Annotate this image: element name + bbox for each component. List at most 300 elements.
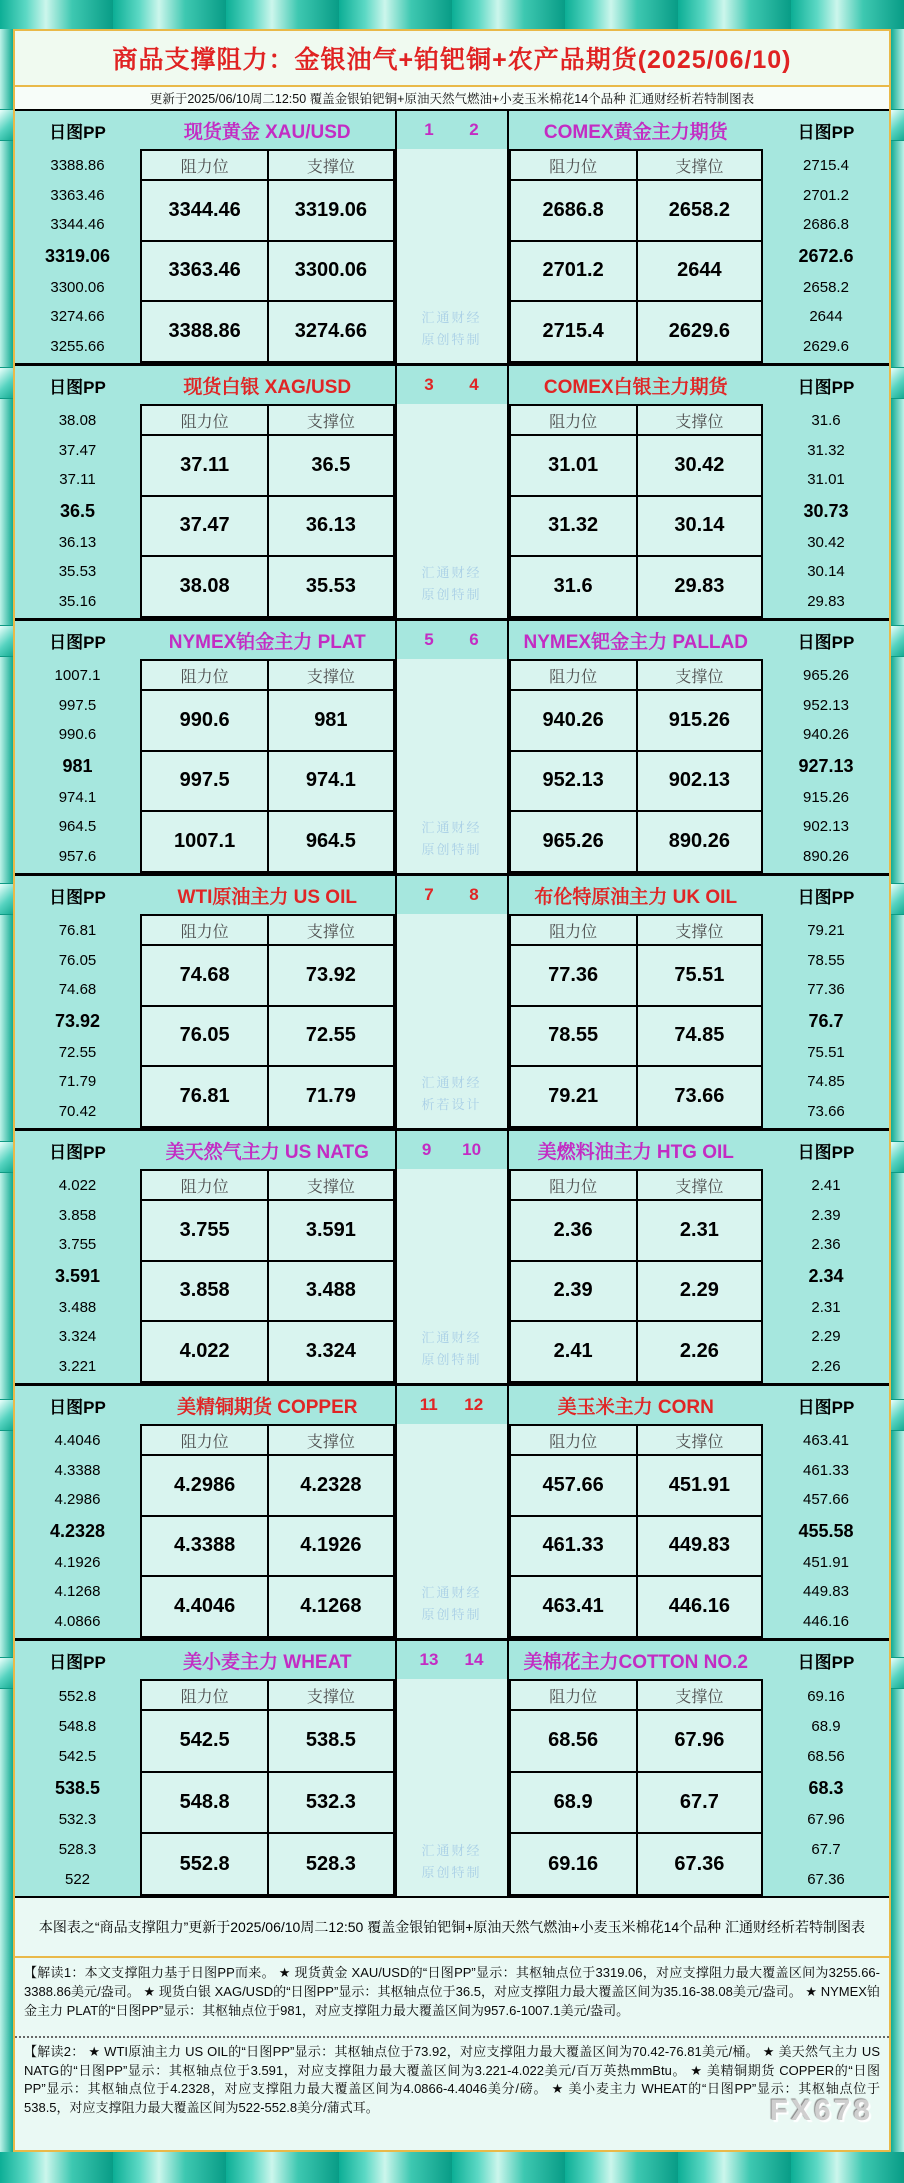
pp-value: 67.96 bbox=[807, 1810, 845, 1828]
sr-table-left bbox=[140, 149, 395, 363]
pp-value: 2.39 bbox=[811, 1206, 841, 1224]
resistance-value: 2701.2 bbox=[511, 240, 636, 301]
pp-column-right bbox=[763, 1131, 889, 1383]
pp-value: 2658.2 bbox=[803, 278, 849, 296]
pp-value: 30.14 bbox=[807, 563, 845, 581]
pp-value: 2686.8 bbox=[803, 216, 849, 234]
pp-values-right bbox=[763, 914, 889, 1128]
table-right bbox=[509, 621, 764, 873]
panel-index-left: 9 bbox=[421, 1140, 432, 1159]
panel-index-right: 10 bbox=[462, 1140, 482, 1159]
pp-value: 2.26 bbox=[811, 1357, 841, 1375]
table-left bbox=[140, 1386, 395, 1638]
panel-index-right: 12 bbox=[464, 1395, 484, 1414]
resistance-header: 阻力位 bbox=[549, 668, 598, 686]
decor-edge-button bbox=[891, 883, 904, 915]
interpretation-2: 【解读2： ★ WTI原油主力 US OIL的“日图PP”显示：其枢轴点位于73.92，对应支撑阻力最大覆盖区间为70.42-76.81美元/桶。 ★ 美天然气主力 US NATG的“日图PP”显示：其枢轴点位于3.591，对应支撑阻力最大覆盖区间为3.221-4.022美元/百万英热mmBtu。 ★ 美精铜期货 COPPER的“日图PP”显示：其枢轴点位于4.2328，对应支撑阻力最大覆盖区间为4.0866-4.4046美分/磅。 ★ 美小麦主力 WHEAT的“日图PP”显示：其枢轴点位于538.5，对应支撑阻力最大覆盖区间为522-552.8美分/蒲式耳。 bbox=[15, 2038, 889, 2150]
resistance-header: 阻力位 bbox=[180, 923, 229, 941]
pp-value: 3.858 bbox=[58, 1206, 97, 1224]
pp-value: 31.32 bbox=[807, 441, 845, 459]
pp-value: 902.13 bbox=[803, 818, 849, 836]
pp-value: 2701.2 bbox=[803, 186, 849, 204]
pp-value: 532.3 bbox=[58, 1810, 97, 1828]
index-column bbox=[395, 621, 509, 873]
site-watermark bbox=[397, 1327, 507, 1383]
resistance-value: 38.08 bbox=[142, 555, 267, 616]
support-value: 3.591 bbox=[267, 1199, 392, 1260]
pp-value: 68.56 bbox=[807, 1747, 845, 1765]
resistance-value: 4.3388 bbox=[142, 1515, 267, 1576]
sr-table-left bbox=[140, 1679, 395, 1896]
pp-header-left: 日图PP bbox=[49, 632, 106, 652]
sr-table-left bbox=[140, 659, 395, 873]
pp-pivot-value: 36.5 bbox=[59, 500, 96, 521]
pp-value: 4.0866 bbox=[54, 1612, 101, 1630]
pp-values-right bbox=[763, 1679, 889, 1896]
resistance-value: 31.32 bbox=[511, 495, 636, 556]
support-value: 30.14 bbox=[636, 495, 761, 556]
support-header: 支撑位 bbox=[636, 916, 761, 944]
table-left bbox=[140, 876, 395, 1128]
pp-value: 70.42 bbox=[58, 1102, 97, 1120]
fx678-watermark: FX678 bbox=[769, 2094, 873, 2127]
pp-value: 2644 bbox=[809, 308, 843, 326]
resistance-header: 阻力位 bbox=[180, 1688, 229, 1706]
commodity-title-right: NYMEX钯金主力 PALLAD bbox=[523, 631, 748, 653]
pp-value: 68.9 bbox=[811, 1717, 841, 1735]
pp-value: 74.68 bbox=[58, 981, 97, 999]
resistance-value: 997.5 bbox=[142, 750, 267, 811]
pp-value: 3300.06 bbox=[50, 278, 105, 296]
support-header: 支撑位 bbox=[267, 916, 392, 944]
pp-value: 3.755 bbox=[58, 1236, 97, 1254]
support-header: 支撑位 bbox=[636, 1426, 761, 1454]
pp-value: 461.33 bbox=[803, 1461, 849, 1479]
pp-pivot-value: 73.92 bbox=[54, 1010, 101, 1031]
support-value: 71.79 bbox=[267, 1065, 392, 1126]
panel-indices bbox=[397, 111, 507, 149]
pp-value: 974.1 bbox=[58, 788, 97, 806]
panel-index-right: 2 bbox=[469, 120, 479, 139]
support-value: 3274.66 bbox=[267, 300, 392, 361]
resistance-value: 3344.46 bbox=[142, 179, 267, 240]
index-column bbox=[395, 1131, 509, 1383]
pp-pivot-value: 538.5 bbox=[54, 1777, 101, 1798]
resistance-header: 阻力位 bbox=[180, 1433, 229, 1451]
support-value: 538.5 bbox=[267, 1709, 392, 1771]
support-value: 67.96 bbox=[636, 1709, 761, 1771]
pp-pivot-value: 455.58 bbox=[798, 1520, 854, 1541]
decor-edge-button bbox=[891, 1141, 904, 1173]
pp-value: 964.5 bbox=[58, 818, 97, 836]
site-watermark-line1: 汇通财经 bbox=[421, 1075, 482, 1090]
support-value: 532.3 bbox=[267, 1771, 392, 1833]
pp-value: 74.85 bbox=[807, 1073, 845, 1091]
pp-values-left bbox=[15, 914, 140, 1128]
support-header: 支撑位 bbox=[267, 406, 392, 434]
pp-header-left: 日图PP bbox=[49, 1652, 106, 1672]
pp-column-right bbox=[763, 1386, 889, 1638]
resistance-value: 3388.86 bbox=[142, 300, 267, 361]
site-watermark-line1: 汇通财经 bbox=[421, 1585, 482, 1600]
support-value: 29.83 bbox=[636, 555, 761, 616]
commodity-title-left: 现货黄金 XAU/USD bbox=[183, 121, 351, 143]
table-right bbox=[509, 1131, 764, 1383]
commodity-title-left: 美精铜期货 COPPER bbox=[176, 1396, 358, 1418]
pp-value: 77.36 bbox=[807, 981, 845, 999]
site-watermark-line2: 原创特制 bbox=[421, 1607, 482, 1622]
pp-value: 2.29 bbox=[811, 1328, 841, 1346]
resistance-value: 463.41 bbox=[511, 1575, 636, 1636]
commodity-title-right: 美棉花主力COTTON NO.2 bbox=[523, 1651, 748, 1673]
pp-header-right: 日图PP bbox=[797, 632, 855, 652]
resistance-value: 940.26 bbox=[511, 689, 636, 750]
sr-table-left bbox=[140, 914, 395, 1128]
commodity-title-left: WTI原油主力 US OIL bbox=[177, 886, 357, 908]
support-header: 支撑位 bbox=[636, 151, 761, 179]
index-column bbox=[395, 366, 509, 618]
pp-column-right bbox=[763, 876, 889, 1128]
pp-values-left bbox=[15, 1679, 140, 1896]
pp-value: 4.2986 bbox=[54, 1491, 101, 1509]
site-watermark-line2: 原创特制 bbox=[421, 1352, 482, 1367]
support-value: 4.1268 bbox=[267, 1575, 392, 1636]
pp-header-right: 日图PP bbox=[797, 377, 855, 397]
pp-values-left bbox=[15, 404, 140, 618]
pp-column-right bbox=[763, 111, 889, 363]
resistance-value: 2.39 bbox=[511, 1260, 636, 1321]
commodity-title-left: 美小麦主力 WHEAT bbox=[182, 1651, 352, 1673]
pp-value: 73.66 bbox=[807, 1102, 845, 1120]
pp-value: 38.08 bbox=[58, 412, 97, 430]
support-header: 支撑位 bbox=[636, 1681, 761, 1709]
pp-value: 1007.1 bbox=[54, 667, 101, 685]
support-value: 2.31 bbox=[636, 1199, 761, 1260]
resistance-value: 542.5 bbox=[142, 1709, 267, 1771]
pp-value: 2629.6 bbox=[803, 337, 849, 355]
support-header: 支撑位 bbox=[636, 406, 761, 434]
resistance-value: 1007.1 bbox=[142, 810, 267, 871]
pp-values-right bbox=[763, 1169, 889, 1383]
resistance-value: 31.01 bbox=[511, 434, 636, 495]
resistance-value: 74.68 bbox=[142, 944, 267, 1005]
resistance-value: 552.8 bbox=[142, 1832, 267, 1894]
support-header: 支撑位 bbox=[267, 1426, 392, 1454]
support-header: 支撑位 bbox=[636, 661, 761, 689]
pp-value: 2715.4 bbox=[803, 157, 849, 175]
panel-index-right: 8 bbox=[469, 885, 479, 904]
index-column bbox=[395, 1641, 509, 1896]
pp-pivot-value: 76.7 bbox=[808, 1010, 844, 1031]
pp-column-left bbox=[15, 111, 140, 363]
support-value: 67.36 bbox=[636, 1832, 761, 1894]
pp-value: 76.81 bbox=[58, 922, 97, 940]
site-watermark-line2: 原创特制 bbox=[421, 587, 482, 602]
pp-values-right bbox=[763, 1424, 889, 1638]
resistance-value: 31.6 bbox=[511, 555, 636, 616]
resistance-header: 阻力位 bbox=[549, 158, 598, 176]
pp-value: 69.16 bbox=[807, 1687, 845, 1705]
commodity-panel bbox=[15, 1386, 889, 1641]
pp-pivot-value: 2672.6 bbox=[798, 245, 854, 266]
resistance-value: 548.8 bbox=[142, 1771, 267, 1833]
sr-table-left bbox=[140, 404, 395, 618]
resistance-header: 阻力位 bbox=[180, 668, 229, 686]
pp-value: 31.01 bbox=[807, 471, 845, 489]
panel-index-right: 14 bbox=[464, 1650, 484, 1669]
resistance-value: 2715.4 bbox=[511, 300, 636, 361]
pp-value: 72.55 bbox=[58, 1043, 97, 1061]
resistance-value: 965.26 bbox=[511, 810, 636, 871]
support-value: 890.26 bbox=[636, 810, 761, 871]
decor-edge-button bbox=[0, 367, 13, 399]
support-value: 36.13 bbox=[267, 495, 392, 556]
pp-value: 446.16 bbox=[803, 1612, 849, 1630]
resistance-value: 2.41 bbox=[511, 1320, 636, 1381]
sr-table-right bbox=[509, 914, 764, 1128]
sr-table-right bbox=[509, 1169, 764, 1383]
support-value: 451.91 bbox=[636, 1454, 761, 1515]
pp-pivot-value: 30.73 bbox=[803, 500, 849, 521]
resistance-value: 78.55 bbox=[511, 1005, 636, 1066]
support-header: 支撑位 bbox=[636, 1171, 761, 1199]
panel-index-left: 5 bbox=[424, 630, 434, 649]
panel-indices bbox=[397, 1386, 507, 1424]
panel-indices bbox=[397, 876, 507, 914]
support-value: 964.5 bbox=[267, 810, 392, 871]
pp-value: 30.42 bbox=[807, 533, 845, 551]
pp-value: 542.5 bbox=[58, 1747, 97, 1765]
pp-value: 3388.86 bbox=[50, 157, 105, 175]
resistance-value: 461.33 bbox=[511, 1515, 636, 1576]
pp-value: 71.79 bbox=[58, 1073, 97, 1091]
pp-value: 449.83 bbox=[803, 1583, 849, 1601]
pp-pivot-value: 3.591 bbox=[54, 1265, 101, 1286]
decor-right-band bbox=[891, 29, 904, 2152]
site-watermark bbox=[397, 817, 507, 873]
resistance-value: 952.13 bbox=[511, 750, 636, 811]
resistance-value: 3363.46 bbox=[142, 240, 267, 301]
pp-value: 3274.66 bbox=[50, 308, 105, 326]
pp-value: 552.8 bbox=[58, 1687, 97, 1705]
pp-value: 2.36 bbox=[811, 1236, 841, 1254]
site-watermark-line1: 汇通财经 bbox=[421, 310, 482, 325]
page-title: 商品支撑阻力：金银油气+铂钯铜+农产品期货(2025/06/10) bbox=[112, 46, 792, 74]
resistance-value: 990.6 bbox=[142, 689, 267, 750]
commodity-panel bbox=[15, 876, 889, 1131]
resistance-value: 4.022 bbox=[142, 1320, 267, 1381]
pp-values-right bbox=[763, 149, 889, 363]
commodity-title-right: COMEX黄金主力期货 bbox=[543, 121, 728, 143]
decor-edge-button bbox=[0, 883, 13, 915]
support-value: 2658.2 bbox=[636, 179, 761, 240]
decor-edge-button bbox=[891, 1399, 904, 1431]
pp-value: 990.6 bbox=[58, 726, 97, 744]
resistance-header: 阻力位 bbox=[180, 158, 229, 176]
pp-header-left: 日图PP bbox=[49, 1142, 106, 1162]
pp-values-left bbox=[15, 659, 140, 873]
pp-column-left bbox=[15, 1641, 140, 1896]
decor-edge-button bbox=[0, 625, 13, 657]
support-value: 35.53 bbox=[267, 555, 392, 616]
pp-value: 35.16 bbox=[58, 592, 97, 610]
site-watermark-line1: 汇通财经 bbox=[421, 1843, 482, 1858]
resistance-value: 3.858 bbox=[142, 1260, 267, 1321]
pp-values-left bbox=[15, 1169, 140, 1383]
resistance-value: 37.11 bbox=[142, 434, 267, 495]
support-value: 528.3 bbox=[267, 1832, 392, 1894]
panel-index-left: 11 bbox=[419, 1395, 438, 1414]
resistance-value: 2.36 bbox=[511, 1199, 636, 1260]
sr-table-right bbox=[509, 149, 764, 363]
resistance-value: 76.05 bbox=[142, 1005, 267, 1066]
decor-bottom-band bbox=[0, 2152, 904, 2183]
support-value: 981 bbox=[267, 689, 392, 750]
support-header: 支撑位 bbox=[267, 151, 392, 179]
pp-column-right bbox=[763, 366, 889, 618]
pp-value: 997.5 bbox=[58, 696, 97, 714]
table-left bbox=[140, 621, 395, 873]
site-watermark-line1: 汇通财经 bbox=[421, 1330, 482, 1345]
site-watermark bbox=[397, 307, 507, 363]
pp-value: 451.91 bbox=[803, 1553, 849, 1571]
table-right bbox=[509, 1386, 764, 1638]
pp-value: 31.6 bbox=[811, 412, 841, 430]
commodity-title-right: COMEX白银主力期货 bbox=[543, 376, 728, 398]
commodity-panel bbox=[15, 621, 889, 876]
panel-index-left: 7 bbox=[424, 885, 434, 904]
pp-value: 940.26 bbox=[803, 726, 849, 744]
pp-value: 75.51 bbox=[807, 1043, 845, 1061]
pp-value: 35.53 bbox=[58, 563, 97, 581]
index-column bbox=[395, 111, 509, 363]
content-frame bbox=[13, 29, 891, 2152]
decor-edge-button bbox=[891, 1657, 904, 1689]
resistance-header: 阻力位 bbox=[180, 413, 229, 431]
site-watermark bbox=[397, 1582, 507, 1638]
table-right bbox=[509, 366, 764, 618]
pp-header-left: 日图PP bbox=[49, 1397, 106, 1417]
commodity-title-right: 美燃料油主力 HTG OIL bbox=[537, 1141, 734, 1163]
decor-edge-button bbox=[0, 109, 13, 141]
resistance-value: 68.56 bbox=[511, 1709, 636, 1771]
support-value: 2629.6 bbox=[636, 300, 761, 361]
support-value: 974.1 bbox=[267, 750, 392, 811]
resistance-header: 阻力位 bbox=[549, 1178, 598, 1196]
pp-values-right bbox=[763, 659, 889, 873]
pp-pivot-value: 4.2328 bbox=[49, 1520, 106, 1541]
table-left bbox=[140, 1641, 395, 1896]
resistance-value: 69.16 bbox=[511, 1832, 636, 1894]
resistance-value: 457.66 bbox=[511, 1454, 636, 1515]
table-left bbox=[140, 1131, 395, 1383]
sr-table-left bbox=[140, 1424, 395, 1638]
pp-value: 548.8 bbox=[58, 1717, 97, 1735]
support-value: 2.26 bbox=[636, 1320, 761, 1381]
support-value: 3.324 bbox=[267, 1320, 392, 1381]
pp-value: 4.1268 bbox=[54, 1583, 101, 1601]
pp-header-right: 日图PP bbox=[797, 1142, 855, 1162]
pp-column-left bbox=[15, 1386, 140, 1638]
decor-edge-button bbox=[891, 109, 904, 141]
support-value: 3319.06 bbox=[267, 179, 392, 240]
pp-pivot-value: 2.34 bbox=[808, 1265, 844, 1286]
site-watermark-line2: 原创特制 bbox=[421, 842, 482, 857]
panel-index-left: 3 bbox=[424, 375, 434, 394]
resistance-header: 阻力位 bbox=[549, 1688, 598, 1706]
support-value: 30.42 bbox=[636, 434, 761, 495]
pp-header-left: 日图PP bbox=[49, 377, 106, 397]
support-value: 446.16 bbox=[636, 1575, 761, 1636]
pp-value: 457.66 bbox=[803, 1491, 849, 1509]
decor-left-band bbox=[0, 29, 13, 2152]
pp-header-right: 日图PP bbox=[797, 122, 855, 142]
panel-index-right: 6 bbox=[469, 630, 479, 649]
resistance-value: 79.21 bbox=[511, 1065, 636, 1126]
pp-value: 965.26 bbox=[803, 667, 849, 685]
support-value: 72.55 bbox=[267, 1005, 392, 1066]
decor-edge-button bbox=[0, 1399, 13, 1431]
pp-value: 3.221 bbox=[58, 1357, 97, 1375]
pp-value: 528.3 bbox=[58, 1840, 97, 1858]
panel-indices bbox=[397, 1131, 507, 1169]
table-right bbox=[509, 1641, 764, 1896]
panel-index-right: 4 bbox=[469, 375, 479, 394]
support-value: 449.83 bbox=[636, 1515, 761, 1576]
panel-index-left: 1 bbox=[424, 120, 434, 139]
resistance-header: 阻力位 bbox=[180, 1178, 229, 1196]
decor-edge-button bbox=[891, 625, 904, 657]
pp-value: 4.022 bbox=[58, 1177, 97, 1195]
resistance-value: 2686.8 bbox=[511, 179, 636, 240]
resistance-value: 68.9 bbox=[511, 1771, 636, 1833]
pp-values-left bbox=[15, 149, 140, 363]
pp-header-left: 日图PP bbox=[49, 887, 106, 907]
support-value: 902.13 bbox=[636, 750, 761, 811]
panels-container bbox=[15, 109, 889, 1898]
panel-index-left: 13 bbox=[419, 1650, 439, 1669]
index-column bbox=[395, 876, 509, 1128]
support-value: 4.2328 bbox=[267, 1454, 392, 1515]
resistance-value: 77.36 bbox=[511, 944, 636, 1005]
pp-value: 67.7 bbox=[811, 1840, 841, 1858]
support-value: 4.1926 bbox=[267, 1515, 392, 1576]
pp-pivot-value: 68.3 bbox=[808, 1777, 844, 1798]
resistance-value: 76.81 bbox=[142, 1065, 267, 1126]
sr-table-right bbox=[509, 404, 764, 618]
support-value: 67.7 bbox=[636, 1771, 761, 1833]
support-value: 3300.06 bbox=[267, 240, 392, 301]
pp-column-left bbox=[15, 621, 140, 873]
pp-column-left bbox=[15, 366, 140, 618]
pp-value: 2.31 bbox=[811, 1298, 841, 1316]
support-value: 2644 bbox=[636, 240, 761, 301]
resistance-header: 阻力位 bbox=[549, 1433, 598, 1451]
sr-table-left bbox=[140, 1169, 395, 1383]
site-watermark-line1: 汇通财经 bbox=[421, 565, 482, 580]
pp-values-right bbox=[763, 404, 889, 618]
pp-value: 79.21 bbox=[807, 922, 845, 940]
pp-column-left bbox=[15, 876, 140, 1128]
support-value: 74.85 bbox=[636, 1005, 761, 1066]
pp-header-right: 日图PP bbox=[797, 1397, 855, 1417]
decor-edge-button bbox=[0, 1141, 13, 1173]
pp-value: 3.488 bbox=[58, 1298, 97, 1316]
footer-note: 本图表之“商品支撑阻力”更新于2025/06/10周二12:50 覆盖金银铂钯铜+原油天然气燃油+小麦玉米棉花14个品种 汇通财经析若特制图表 bbox=[15, 1898, 889, 1958]
pp-value: 522 bbox=[64, 1870, 91, 1888]
commodity-panel bbox=[15, 1641, 889, 1896]
support-value: 2.29 bbox=[636, 1260, 761, 1321]
